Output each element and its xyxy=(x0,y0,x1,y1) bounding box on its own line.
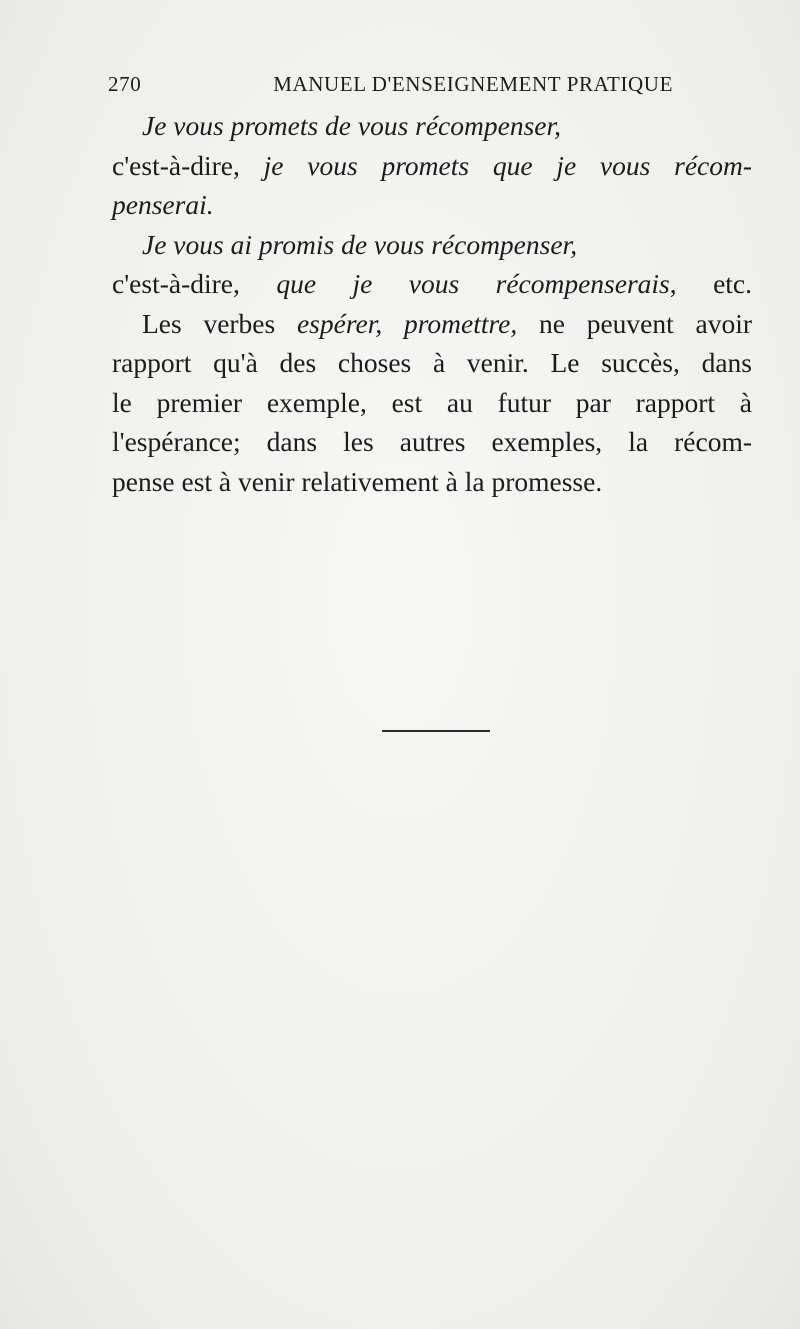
text-line xyxy=(112,462,752,502)
text-span: Les verbes xyxy=(142,307,297,339)
italic-text: Je vous promets de vous récompenser, xyxy=(142,110,562,141)
page-number: 270 xyxy=(108,72,142,96)
text-span: le premier exemple, est au futur par rapport à xyxy=(112,386,752,418)
text-line xyxy=(112,225,752,265)
page-header xyxy=(108,72,673,102)
text-span: rapport qu'à des choses à venir. Le succès, dans xyxy=(112,347,752,378)
text-line xyxy=(112,304,752,344)
text-span: ne peuvent avoir xyxy=(517,307,752,339)
text-line xyxy=(112,343,752,383)
text-span: c'est-à-dire, xyxy=(112,268,277,299)
text-span: l'espérance; dans les autres exemples, la récom- xyxy=(112,426,752,457)
end-rule xyxy=(382,730,490,732)
text-line xyxy=(112,264,752,304)
text-line xyxy=(112,422,752,462)
body-text xyxy=(112,106,752,501)
text-line xyxy=(112,185,752,225)
italic-text: espérer, promettre, xyxy=(296,307,518,339)
text-line xyxy=(112,106,752,146)
text-span: , etc. xyxy=(669,268,752,299)
italic-text: penserai. xyxy=(112,189,214,220)
text-span: c'est-à-dire, xyxy=(112,149,264,181)
italic-text: Je vous ai promis de vous récompenser, xyxy=(142,228,578,260)
text-line xyxy=(112,383,752,423)
text-line xyxy=(112,146,752,186)
text-span: pense est à venir relativement à la promesse. xyxy=(112,465,603,497)
italic-text: que je vous récompenserais xyxy=(276,268,670,299)
italic-text: je vous promets que je vous récom- xyxy=(263,149,752,181)
running-title: MANUEL D'ENSEIGNEMENT PRATIQUE xyxy=(273,72,673,96)
